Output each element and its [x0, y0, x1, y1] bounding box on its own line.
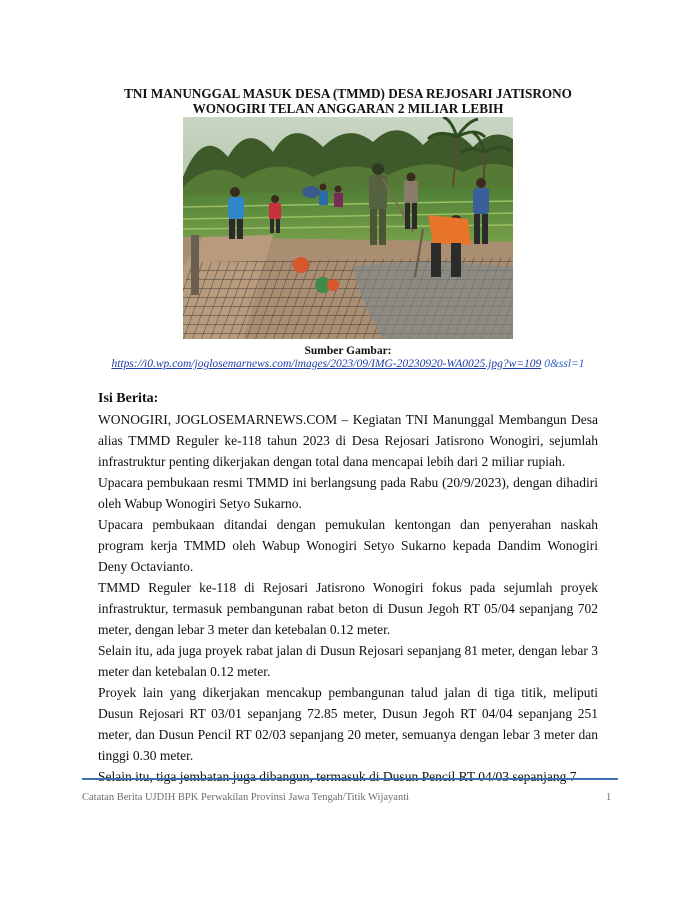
paragraph: Proyek lain yang dikerjakan mencakup pembangunan talud jalan di tiga titik, meliputi Dusun Rejosari RT 03/01 sepanjang 72.85 meter, Dusun Jegoh RT 04/04 sepanjang 251 meter, dan Dusun Pencil RT 02/03 sepanjang 20 meter, semuanya dengan lebar 3 meter dan tinggi 0.30 meter. [98, 685, 598, 763]
footer-note: Catatan Berita UJDIH BPK Perwakilan Provinsi Jawa Tengah/Titik Wijayanti [82, 792, 410, 803]
news-photo-construction [183, 117, 513, 339]
paragraph: Selain itu, tiga jembatan juga dibangun, termasuk di Dusun Pencil RT 04/03 sepanjang 7 [98, 769, 577, 784]
article-title [100, 86, 596, 116]
paragraph: Selain itu, ada juga proyek rabat jalan di Dusun Rejosari sepanjang 81 meter, dengan lebar 3 meter dan ketebalan 0.12 meter. [98, 643, 598, 679]
article-title-line1: TNI MANUNGGAL MASUK DESA (TMMD) DESA REJOSARI JATISRONO [124, 86, 572, 101]
article-title-line2: WONOGIRI TELAN ANGGARAN 2 MILIAR LEBIH [192, 101, 504, 116]
paragraph: Upacara pembukaan ditandai dengan pemukulan kentongan dan penyerahan naskah program kerja TMMD oleh Wabup Wonogiri Setyo Sukarno kepada Dandim Wonogiri Deny Octavianto. [98, 517, 598, 574]
image-source-label: Sumber Gambar: [304, 345, 392, 357]
paragraph: Upacara pembukaan resmi TMMD ini berlangsung pada Rabu (20/9/2023), dengan dihadiri oleh Wabup Wonogiri Setyo Sukarno. [98, 475, 598, 511]
paragraph: WONOGIRI, JOGLOSEMARNEWS.COM – Kegiatan TNI Manunggal Membangun Desa alias TMMD Reguler ke-118 tahun 2023 di Desa Rejosari Jatisrono Wonogiri, sejumlah infrastruktur penting dikerjakan dengan total dana mencapai lebih dari 2 miliar rupiah. [98, 412, 598, 469]
image-source-link[interactable]: https://i0.wp.com/joglosemarnews.com/images/2023/09/IMG-20230920-WA0025.jpg?w=109 [111, 358, 542, 370]
image-source-link-tail[interactable]: 0&ssl=1 [544, 358, 585, 370]
content-heading: Isi Berita: [98, 391, 159, 406]
footer-divider [82, 778, 618, 780]
page-number: 1 [606, 792, 612, 803]
article-body [98, 409, 598, 787]
image-source-url [0, 358, 696, 371]
paragraph: TMMD Reguler ke-118 di Rejosari Jatisrono Wonogiri fokus pada sejumlah proyek infrastruktur, termasuk pembangunan rabat beton di Dusun Jegoh RT 05/04 sepanjang 702 meter, dengan lebar 3 meter dan ketebalan 0.12 meter. [98, 580, 598, 637]
